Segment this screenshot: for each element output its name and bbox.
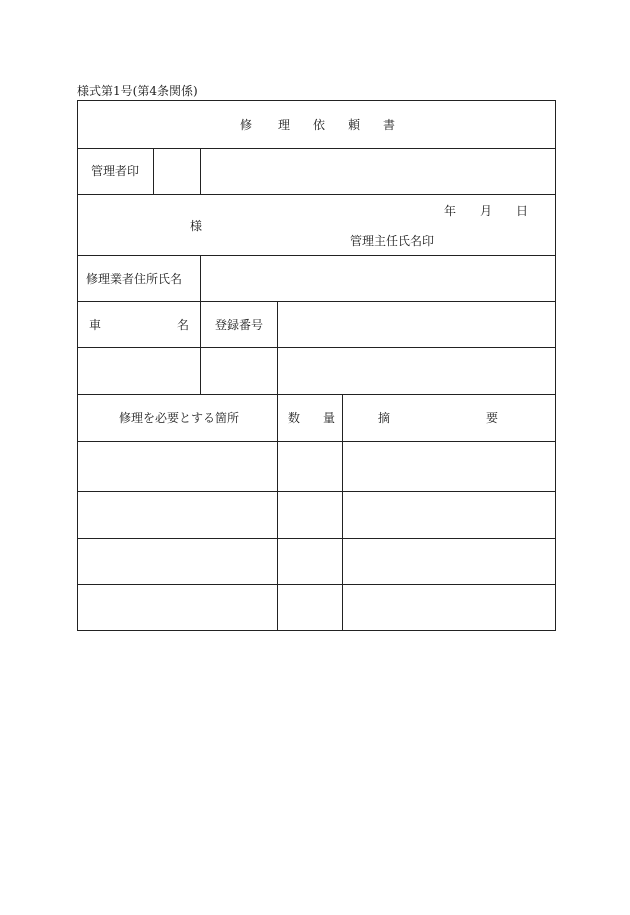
repair-location-cell[interactable] [78,442,277,491]
repairer-label: 修理業者住所氏名 [86,272,183,286]
repair-location-cell[interactable] [78,585,277,630]
quantity-cell[interactable] [278,539,342,584]
quantity-label: 数 [288,411,301,425]
registration-no-label: 登録番号 [215,318,264,332]
vehicle-name-label: 車 [89,318,102,332]
manager-seal-label: 管理者印 [91,164,140,178]
manager-seal-field[interactable] [201,149,556,194]
repair-location-label: 修理を必要とする箇所 [119,411,240,425]
registration-value-field[interactable] [278,348,556,394]
registration-no-field[interactable] [278,302,556,347]
quantity-label: 量 [323,411,336,425]
summary-cell[interactable] [343,442,556,491]
summary-cell[interactable] [343,585,556,630]
title-char: 修 [240,118,253,132]
title-char: 理 [278,118,291,132]
quantity-cell[interactable] [278,442,342,491]
vehicle-name-field[interactable] [78,348,200,394]
date-day-label: 日 [516,204,529,218]
chief-manager-label: 管理主任氏名印 [350,234,435,248]
title-char: 依 [313,118,326,132]
summary-cell[interactable] [343,539,556,584]
vehicle-extra-field[interactable] [201,348,277,394]
form-number-label: 様式第1号(第4条関係) [77,84,198,98]
quantity-cell[interactable] [278,585,342,630]
row-divider [78,194,556,195]
summary-label: 摘 [378,411,391,425]
date-month-label: 月 [480,204,493,218]
repairer-field[interactable] [201,256,556,301]
repair-request-form [77,100,556,631]
date-year-label: 年 [444,204,457,218]
quantity-cell[interactable] [278,492,342,538]
addressee-suffix: 様 [190,219,203,233]
row-divider [78,394,556,395]
summary-label: 要 [486,411,499,425]
manager-seal-box[interactable] [154,149,200,194]
vehicle-name-label: 名 [177,318,190,332]
title-char: 頼 [348,118,361,132]
repair-location-cell[interactable] [78,492,277,538]
repair-location-cell[interactable] [78,539,277,584]
summary-cell[interactable] [343,492,556,538]
title-char: 書 [383,118,396,132]
